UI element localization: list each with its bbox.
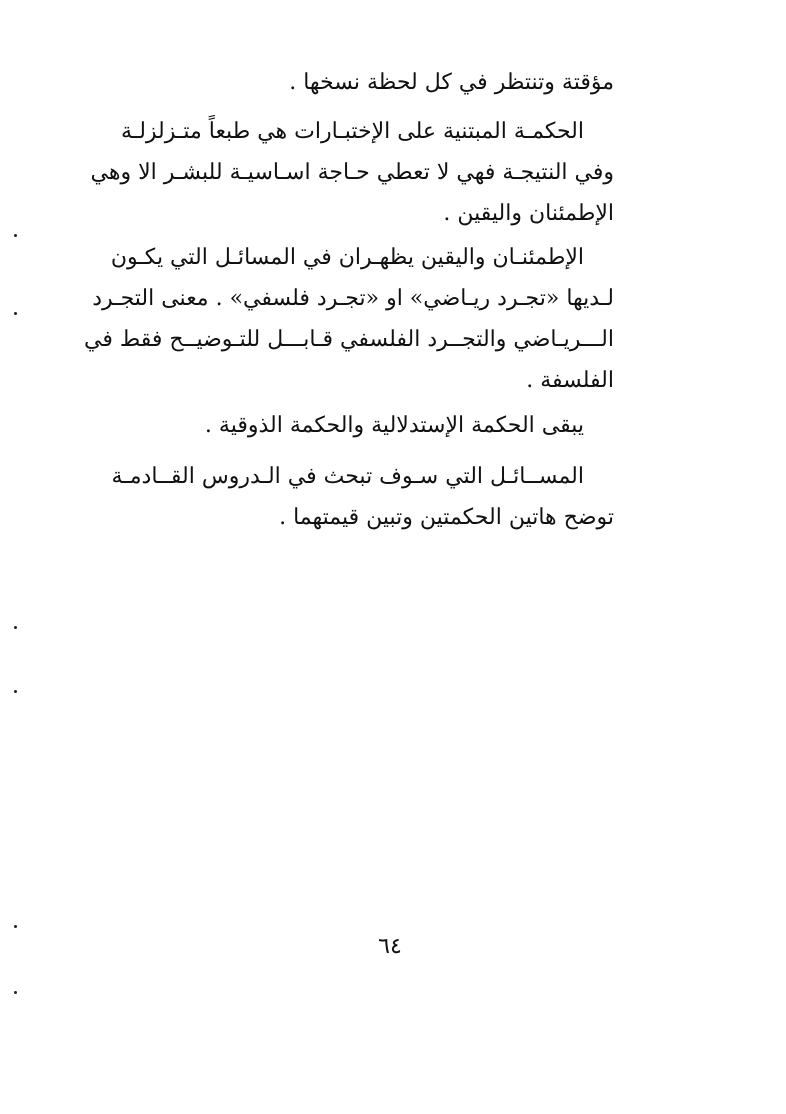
text-line: الإطمئنـان واليقين يظهـران في المسائـل التي يكـون	[110, 245, 584, 270]
paragraph-3	[84, 237, 614, 401]
paragraph-5	[110, 456, 614, 538]
paragraph-2	[90, 111, 614, 234]
text-line: المســائـل التي سـوف تبحث في الـدروس القــادمـة	[111, 464, 584, 489]
scan-speck	[14, 234, 17, 237]
scan-speck	[14, 626, 17, 629]
scan-speck	[14, 690, 17, 693]
text-line: الحكمـة المبتنية على الإختبـارات هي طبعاً متـزلزلـة	[120, 119, 584, 144]
scan-speck	[14, 312, 17, 315]
text-line: الإطمئنان واليقين .	[443, 201, 614, 226]
scan-speck	[14, 925, 17, 928]
text-line: وفي النتيجـة فهي لا تعطي حـاجة اسـاسيـة للبشـر الا وهي	[90, 160, 614, 185]
text-line: لـديها «تجـرد ريـاضي» او «تجـرد فلسفي» . معنى التجـرد	[92, 286, 614, 311]
text-line: مؤقتة وتنتظر في كل لحظة نسخها .	[289, 70, 614, 95]
paragraph-1	[110, 62, 614, 103]
text-line: يبقى الحكمة الإستدلالية والحكمة الذوقية .	[204, 413, 584, 438]
text-line: الفلسفة .	[526, 368, 614, 393]
text-line: توضح هاتين الحكمتين وتبين قيمتهما .	[279, 505, 614, 530]
text-line: الـــريـاضي والتجــرد الفلسفي قـابـــل للتـوضيــح فقط في	[84, 327, 614, 352]
page-number: ٦٤	[378, 934, 402, 959]
paragraph-4	[110, 405, 614, 446]
scan-speck	[14, 991, 17, 994]
